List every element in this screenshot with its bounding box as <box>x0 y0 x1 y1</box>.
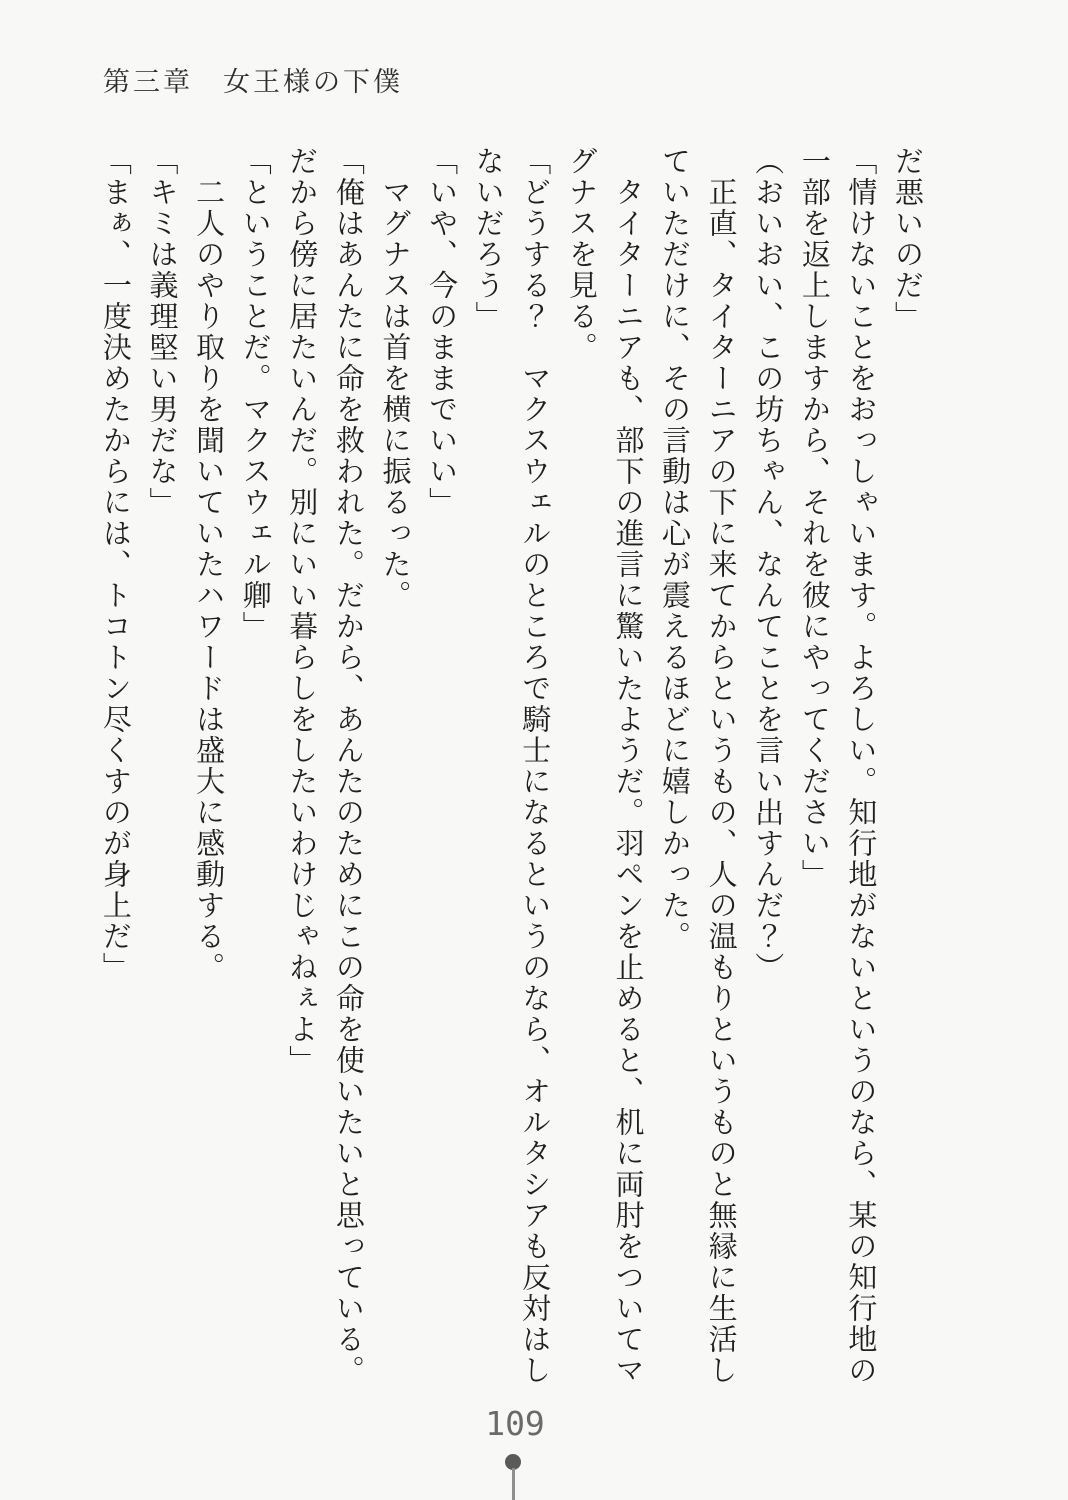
text-line: グナスを見る。 <box>564 146 597 363</box>
text-line: タイターニアも、部下の進言に驚いたようだ。羽ペンを止めると、机に両肘をついてマ <box>611 177 644 1386</box>
text-line: 「まぁ、一度決めたからには、トコトン尽くすのが身上だ」 <box>98 146 131 983</box>
text-line: 「キミは義理堅い男だな」 <box>145 146 178 518</box>
text-line: 「情けないことをおっしゃいます。よろしい。知行地がないというのなら、某の知行地の <box>844 146 877 1386</box>
text-line: 「ということだ。マクスウェル卿」 <box>238 146 271 642</box>
text-line: ないだろう」 <box>471 146 504 332</box>
text-line: 一部を返上しますから、それを彼にやってください」 <box>797 146 830 890</box>
footer-line-ornament <box>512 1468 515 1500</box>
text-line: 二人のやり取りを聞いていたハワードは盛大に感動する。 <box>192 177 225 983</box>
body-text-block <box>91 146 930 1398</box>
text-line: （おいおい、この坊ちゃん、なんてことを言い出すんだ？） <box>751 146 784 983</box>
text-line: だから傍に居たいんだ。別にいい暮らしをしたいわけじゃねぇよ」 <box>285 146 318 1076</box>
text-line: 「いや、今のままでいい」 <box>425 146 458 518</box>
text-line: ていただけに、その言動は心が震えるほどに嬉しかった。 <box>658 146 691 952</box>
text-line: 「どうする？ マクスウェルのところで騎士になるというのなら、オルタシアも反対はし <box>518 146 551 1386</box>
text-line: だ悪いのだ」 <box>891 146 923 332</box>
text-line: 「俺はあんたに命を救われた。だから、あんたのためにこの命を使いたいと思っている。 <box>331 146 364 1386</box>
chapter-header: 第三章 女王様の下僕 <box>103 67 403 97</box>
text-line: 正直、タイターニアの下に来てからというもの、人の温もりというものと無縁に生活し <box>704 177 737 1386</box>
text-line: マグナスは首を横に振るった。 <box>378 177 411 611</box>
page-number: 109 <box>485 1404 545 1443</box>
